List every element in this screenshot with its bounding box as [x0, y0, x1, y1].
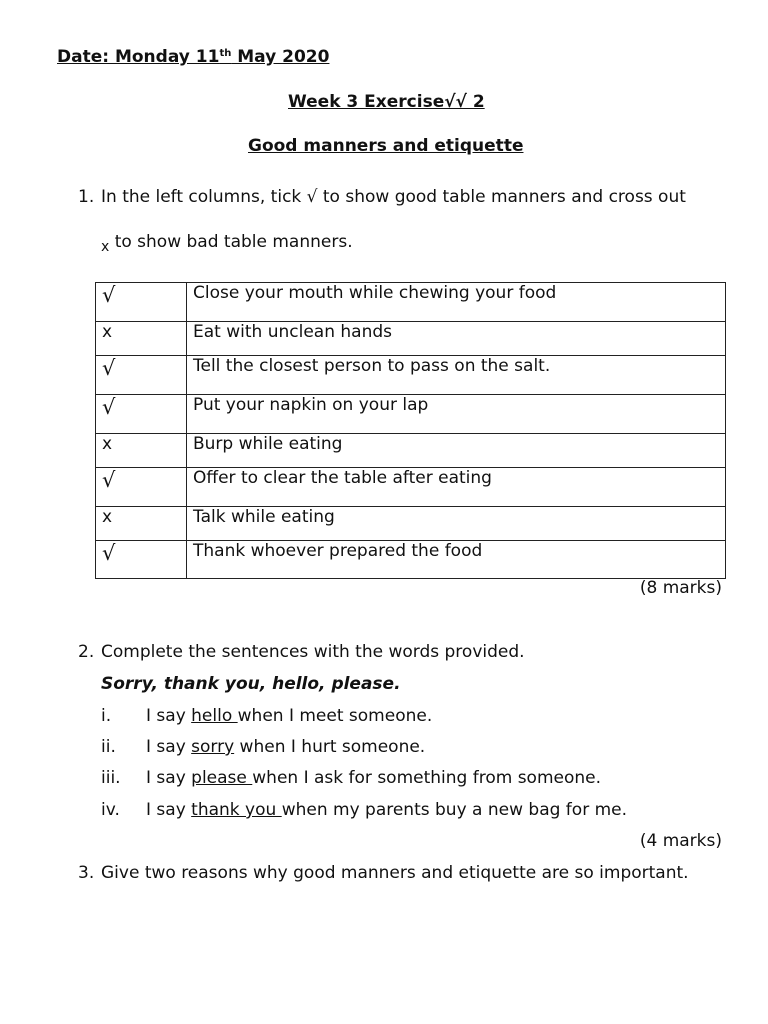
question-2-number: 2. [78, 642, 95, 662]
table-row [96, 356, 726, 395]
sentence-end: when I ask for something from someone. [252, 768, 602, 788]
cross-mark-cell: x [96, 507, 187, 541]
sentence-start: I say [146, 768, 192, 788]
date-suffix: May 2020 [231, 47, 330, 67]
manner-text-cell: Eat with unclean hands [187, 322, 726, 356]
tick-mark-cell: √ [96, 395, 187, 434]
question-1-number: 1. [78, 187, 95, 207]
sentence-end: when I hurt someone. [234, 737, 426, 757]
manner-text-cell: Talk while eating [187, 507, 726, 541]
date-prefix: Date: Monday 11 [57, 47, 220, 67]
manners-table [95, 282, 726, 579]
question-2-marks: (4 marks) [639, 831, 722, 851]
question-1-text-line1: In the left columns, tick √ to show good table manners and cross out [101, 187, 686, 207]
tick-mark-cell: √ [96, 356, 187, 395]
item-numeral: ii. [101, 737, 116, 757]
date-heading [57, 47, 329, 67]
page-title: Good manners and etiquette [248, 136, 524, 156]
word-bank: Sorry, thank you, hello, please. [101, 674, 401, 694]
item-numeral: i. [101, 706, 112, 726]
table-row [96, 507, 726, 541]
manner-text-cell: Tell the closest person to pass on the salt. [187, 356, 726, 395]
table-row [96, 541, 726, 579]
sentence [146, 737, 425, 757]
sentence-start: I say [146, 706, 192, 726]
sentence-end: when I meet someone. [237, 706, 433, 726]
question-1-marks: (8 marks) [639, 578, 722, 598]
question-3-number: 3. [78, 863, 95, 883]
answer-word: hello [191, 706, 238, 726]
question-3-text: Give two reasons why good manners and etiquette are so important. [101, 863, 689, 883]
answer-word: thank you [191, 800, 282, 820]
item-numeral: iv. [101, 800, 120, 820]
item-numeral: iii. [101, 768, 121, 788]
answer-word: please [191, 768, 253, 788]
question-1-line2-text: to show bad table manners. [109, 232, 353, 252]
tick-mark-cell: √ [96, 541, 187, 579]
manner-text-cell: Put your napkin on your lap [187, 395, 726, 434]
cross-mark-cell: x [96, 322, 187, 356]
sentence-end: when my parents buy a new bag for me. [281, 800, 628, 820]
question-1-text-line2 [101, 232, 353, 255]
table-row [96, 434, 726, 468]
answer-word: sorry [191, 737, 235, 757]
manner-text-cell: Close your mouth while chewing your food [187, 283, 726, 322]
sentence-start: I say [146, 800, 192, 820]
table-row [96, 395, 726, 434]
manner-text-cell: Burp while eating [187, 434, 726, 468]
manner-text-cell: Thank whoever prepared the food [187, 541, 726, 579]
manner-text-cell: Offer to clear the table after eating [187, 468, 726, 507]
table-row [96, 468, 726, 507]
week-heading: Week 3 Exercise√√ 2 [288, 92, 485, 112]
table-row [96, 322, 726, 356]
sentence [146, 706, 432, 726]
cross-mark-cell: x [96, 434, 187, 468]
table-row [96, 283, 726, 322]
sentence [146, 768, 601, 788]
date-superscript: th [219, 48, 232, 59]
question-2-instruction: Complete the sentences with the words provided. [101, 642, 525, 662]
cross-symbol: x [101, 239, 110, 255]
tick-mark-cell: √ [96, 468, 187, 507]
tick-mark-cell: √ [96, 283, 187, 322]
sentence [146, 800, 627, 820]
sentence-start: I say [146, 737, 192, 757]
